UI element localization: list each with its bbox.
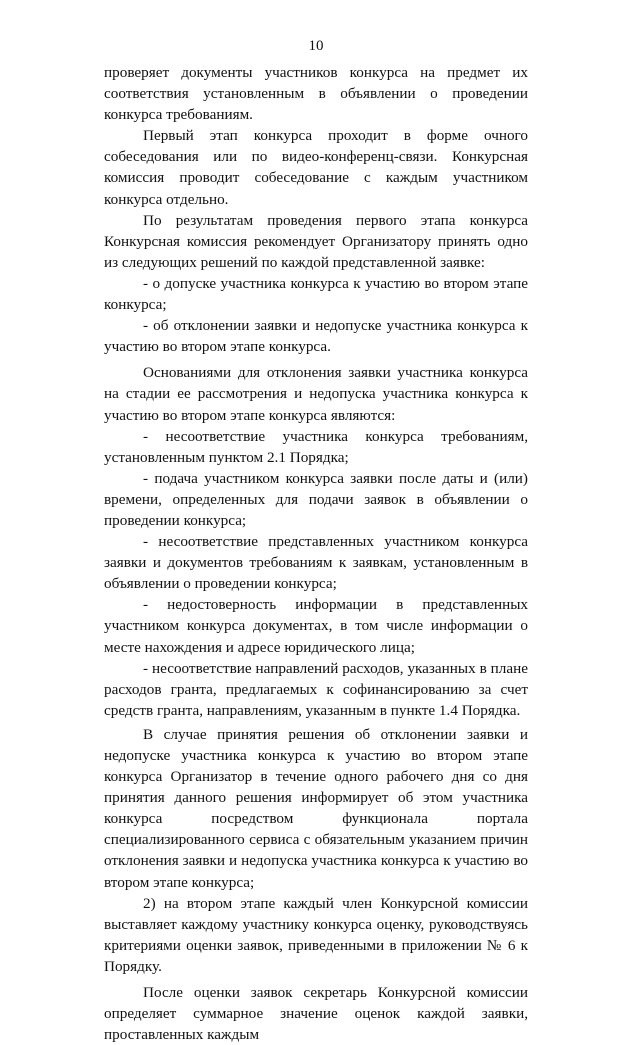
paragraph-first-stage-form: Первый этап конкурса проходит в форме очного собеседования или по видео-конференц-связи. Конкурсная комиссия проводит собеседование с каждым участником конкурса отдельно.	[104, 127, 528, 208]
document-body	[104, 62, 528, 1045]
paragraph-after-evaluation: После оценки заявок секретарь Конкурсной комиссии определяет суммарное значение оценок каждой заявки, проставленных каждым	[104, 984, 528, 1044]
list-item-ground-requirements: - несоответствие участника конкурса требованиям, установленным пунктом 2.1 Порядка;	[104, 427, 528, 466]
list-item-ground-late-submission: - подача участником конкурса заявки после даты и (или) времени, определенных для подачи заявок в объявлении о проведении конкурса;	[104, 469, 528, 529]
paragraph-continuation: проверяет документы участников конкурса на предмет их соответствия установленным в объявлении о проведении конкурса требованиям.	[104, 64, 528, 124]
paragraph-rejection-grounds: Основаниями для отклонения заявки участника конкурса на стадии ее рассмотрения и недопуска участника конкурса к участию во втором этапе конкурса являются:	[104, 364, 528, 424]
paragraph-second-stage: 2) на втором этапе каждый член Конкурсной комиссии выставляет каждому участнику конкурса оценку, руководствуясь критериями оценки заявок, приведенными в приложении № 6 к Порядку.	[104, 894, 528, 975]
list-item-ground-expenses: - несоответствие направлений расходов, указанных в плане расходов гранта, предлагаемых к софинансированию за счет средств гранта, направлениям, указанным в пункте 1.4 Порядка.	[104, 659, 528, 719]
list-item-admission: - о допуске участника конкурса к участию во втором этапе конкурса;	[104, 274, 528, 314]
paragraph-rejection-notice: В случае принятия решения об отклонении заявки и недопуске участника конкурса к участию во втором этапе конкурса Организатор в течение одного рабочего дня со дня принятия данного решения информирует об этом участника конкурса посредством функционала портала специализированного сервиса с обязательным указанием причин отклонения заявки и недопуска участника конкурса к участию во втором этапе конкурса;	[104, 725, 528, 891]
list-item-ground-false-info: - недостоверность информации в представленных участником конкурса документах, в том числе информации о месте нахождения и адресе юридического лица;	[104, 596, 528, 656]
paragraph-first-stage-results: По результатам проведения первого этапа конкурса Конкурсная комиссия рекомендует Организатору принять одно из следующих решений по каждой представленной заявке:	[104, 211, 528, 271]
list-item-ground-documents: - несоответствие представленных участником конкурса заявки и документов требованиям к заявкам, установленным в объявлении о проведении конкурса;	[104, 533, 528, 593]
page-number: 10	[308, 38, 324, 54]
list-item-rejection: - об отклонении заявки и недопуске участника конкурса к участию во втором этапе конкурса.	[104, 317, 528, 356]
